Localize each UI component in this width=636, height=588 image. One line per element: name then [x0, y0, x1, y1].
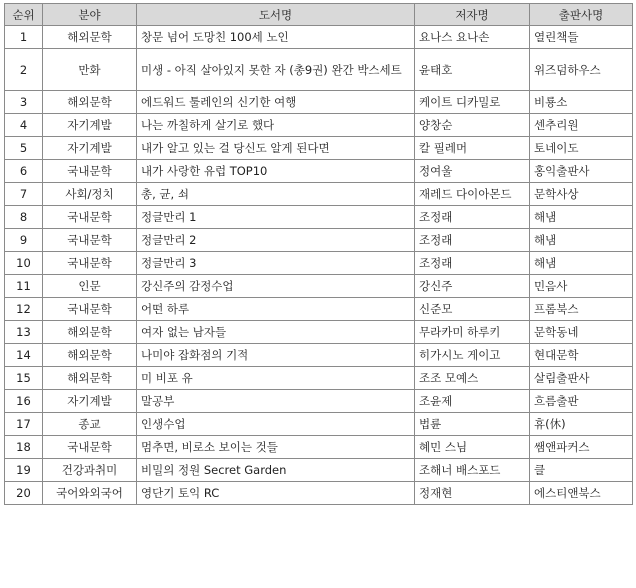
cell-author: 조해너 배스포드 — [415, 459, 530, 482]
table-row — [5, 206, 633, 229]
cell-genre: 국내문학 — [43, 252, 137, 275]
cell-publisher: 현대문학 — [530, 344, 633, 367]
cell-rank: 1 — [5, 26, 43, 49]
table-row — [5, 137, 633, 160]
cell-title: 말공부 — [137, 390, 415, 413]
header-title: 도서명 — [137, 4, 415, 26]
cell-author: 조조 모예스 — [415, 367, 530, 390]
cell-publisher: 문학동네 — [530, 321, 633, 344]
table-row — [5, 436, 633, 459]
cell-publisher: 살림출판사 — [530, 367, 633, 390]
cell-publisher: 해냄 — [530, 229, 633, 252]
cell-author: 재레드 다이아몬드 — [415, 183, 530, 206]
cell-publisher: 해냄 — [530, 252, 633, 275]
cell-rank: 3 — [5, 91, 43, 114]
cell-author: 조정래 — [415, 206, 530, 229]
cell-rank: 6 — [5, 160, 43, 183]
cell-publisher: 문학사상 — [530, 183, 633, 206]
bestseller-table-container — [4, 3, 632, 505]
cell-title: 비밀의 정원 Secret Garden — [137, 459, 415, 482]
bestseller-table — [4, 3, 633, 505]
cell-title: 내가 사랑한 유럽 TOP10 — [137, 160, 415, 183]
table-body — [5, 26, 633, 505]
cell-rank: 10 — [5, 252, 43, 275]
table-row — [5, 26, 633, 49]
cell-title: 강신주의 감정수업 — [137, 275, 415, 298]
cell-title: 나는 까칠하게 살기로 했다 — [137, 114, 415, 137]
cell-title: 정글만리 2 — [137, 229, 415, 252]
cell-rank: 17 — [5, 413, 43, 436]
cell-title: 내가 알고 있는 걸 당신도 알게 된다면 — [137, 137, 415, 160]
cell-genre: 자기계발 — [43, 114, 137, 137]
cell-publisher: 센추리원 — [530, 114, 633, 137]
table-row — [5, 91, 633, 114]
cell-genre: 인문 — [43, 275, 137, 298]
cell-publisher: 해냄 — [530, 206, 633, 229]
table-row — [5, 298, 633, 321]
cell-author: 법륜 — [415, 413, 530, 436]
cell-rank: 16 — [5, 390, 43, 413]
cell-author: 칼 필레머 — [415, 137, 530, 160]
cell-author: 정여울 — [415, 160, 530, 183]
cell-publisher: 에스티앤북스 — [530, 482, 633, 505]
cell-rank: 11 — [5, 275, 43, 298]
header-publisher: 출판사명 — [530, 4, 633, 26]
cell-author: 신준모 — [415, 298, 530, 321]
cell-title: 미생 - 아직 살아있지 못한 자 (총9권) 완간 박스세트 — [137, 49, 415, 91]
cell-rank: 8 — [5, 206, 43, 229]
cell-title: 창문 넘어 도망친 100세 노인 — [137, 26, 415, 49]
cell-title: 정글만리 1 — [137, 206, 415, 229]
cell-author: 조윤제 — [415, 390, 530, 413]
cell-author: 양창순 — [415, 114, 530, 137]
cell-publisher: 홍익출판사 — [530, 160, 633, 183]
cell-genre: 건강과취미 — [43, 459, 137, 482]
cell-genre: 자기계발 — [43, 390, 137, 413]
cell-genre: 사회/정치 — [43, 183, 137, 206]
cell-genre: 자기계발 — [43, 137, 137, 160]
cell-publisher: 프롬북스 — [530, 298, 633, 321]
cell-genre: 국내문학 — [43, 206, 137, 229]
cell-publisher: 휴(休) — [530, 413, 633, 436]
table-row — [5, 321, 633, 344]
cell-title: 나미야 잡화점의 기적 — [137, 344, 415, 367]
cell-genre: 국내문학 — [43, 298, 137, 321]
cell-rank: 5 — [5, 137, 43, 160]
cell-genre: 해외문학 — [43, 321, 137, 344]
cell-author: 조정래 — [415, 229, 530, 252]
cell-author: 요나스 요나손 — [415, 26, 530, 49]
cell-title: 총, 균, 쇠 — [137, 183, 415, 206]
cell-publisher: 민음사 — [530, 275, 633, 298]
table-row — [5, 413, 633, 436]
cell-genre: 해외문학 — [43, 91, 137, 114]
cell-genre: 해외문학 — [43, 344, 137, 367]
table-row — [5, 160, 633, 183]
table-row — [5, 114, 633, 137]
cell-publisher: 토네이도 — [530, 137, 633, 160]
table-header — [5, 4, 633, 26]
cell-author: 케이트 디카밀로 — [415, 91, 530, 114]
table-row — [5, 229, 633, 252]
cell-genre: 국어와외국어 — [43, 482, 137, 505]
cell-author: 강신주 — [415, 275, 530, 298]
cell-genre: 해외문학 — [43, 26, 137, 49]
cell-publisher: 위즈덤하우스 — [530, 49, 633, 91]
cell-publisher: 열린책들 — [530, 26, 633, 49]
cell-rank: 13 — [5, 321, 43, 344]
cell-title: 에드워드 툴레인의 신기한 여행 — [137, 91, 415, 114]
cell-genre: 해외문학 — [43, 367, 137, 390]
cell-title: 정글만리 3 — [137, 252, 415, 275]
cell-author: 혜민 스님 — [415, 436, 530, 459]
cell-author: 무라카미 하루키 — [415, 321, 530, 344]
cell-author: 정재현 — [415, 482, 530, 505]
cell-rank: 4 — [5, 114, 43, 137]
cell-genre: 국내문학 — [43, 229, 137, 252]
header-author: 저자명 — [415, 4, 530, 26]
table-row — [5, 344, 633, 367]
cell-rank: 12 — [5, 298, 43, 321]
cell-publisher: 흐름출판 — [530, 390, 633, 413]
cell-rank: 7 — [5, 183, 43, 206]
cell-rank: 18 — [5, 436, 43, 459]
header-rank: 순위 — [5, 4, 43, 26]
cell-publisher: 쌤앤파커스 — [530, 436, 633, 459]
table-row — [5, 482, 633, 505]
cell-publisher: 비룡소 — [530, 91, 633, 114]
cell-genre: 국내문학 — [43, 160, 137, 183]
cell-title: 미 비포 유 — [137, 367, 415, 390]
table-row — [5, 183, 633, 206]
cell-title: 멈추면, 비로소 보이는 것들 — [137, 436, 415, 459]
cell-rank: 14 — [5, 344, 43, 367]
cell-author: 조정래 — [415, 252, 530, 275]
cell-author: 윤태호 — [415, 49, 530, 91]
cell-rank: 19 — [5, 459, 43, 482]
cell-rank: 20 — [5, 482, 43, 505]
cell-rank: 9 — [5, 229, 43, 252]
table-row — [5, 390, 633, 413]
cell-rank: 15 — [5, 367, 43, 390]
header-genre: 분야 — [43, 4, 137, 26]
table-row — [5, 275, 633, 298]
table-row — [5, 252, 633, 275]
cell-rank: 2 — [5, 49, 43, 91]
cell-genre: 국내문학 — [43, 436, 137, 459]
cell-title: 어떤 하루 — [137, 298, 415, 321]
cell-publisher: 클 — [530, 459, 633, 482]
cell-genre: 만화 — [43, 49, 137, 91]
table-row — [5, 49, 633, 91]
cell-title: 여자 없는 남자들 — [137, 321, 415, 344]
header-row — [5, 4, 633, 26]
cell-title: 인생수업 — [137, 413, 415, 436]
cell-author: 히가시노 게이고 — [415, 344, 530, 367]
table-row — [5, 459, 633, 482]
cell-genre: 종교 — [43, 413, 137, 436]
table-row — [5, 367, 633, 390]
cell-title: 영단기 토익 RC — [137, 482, 415, 505]
